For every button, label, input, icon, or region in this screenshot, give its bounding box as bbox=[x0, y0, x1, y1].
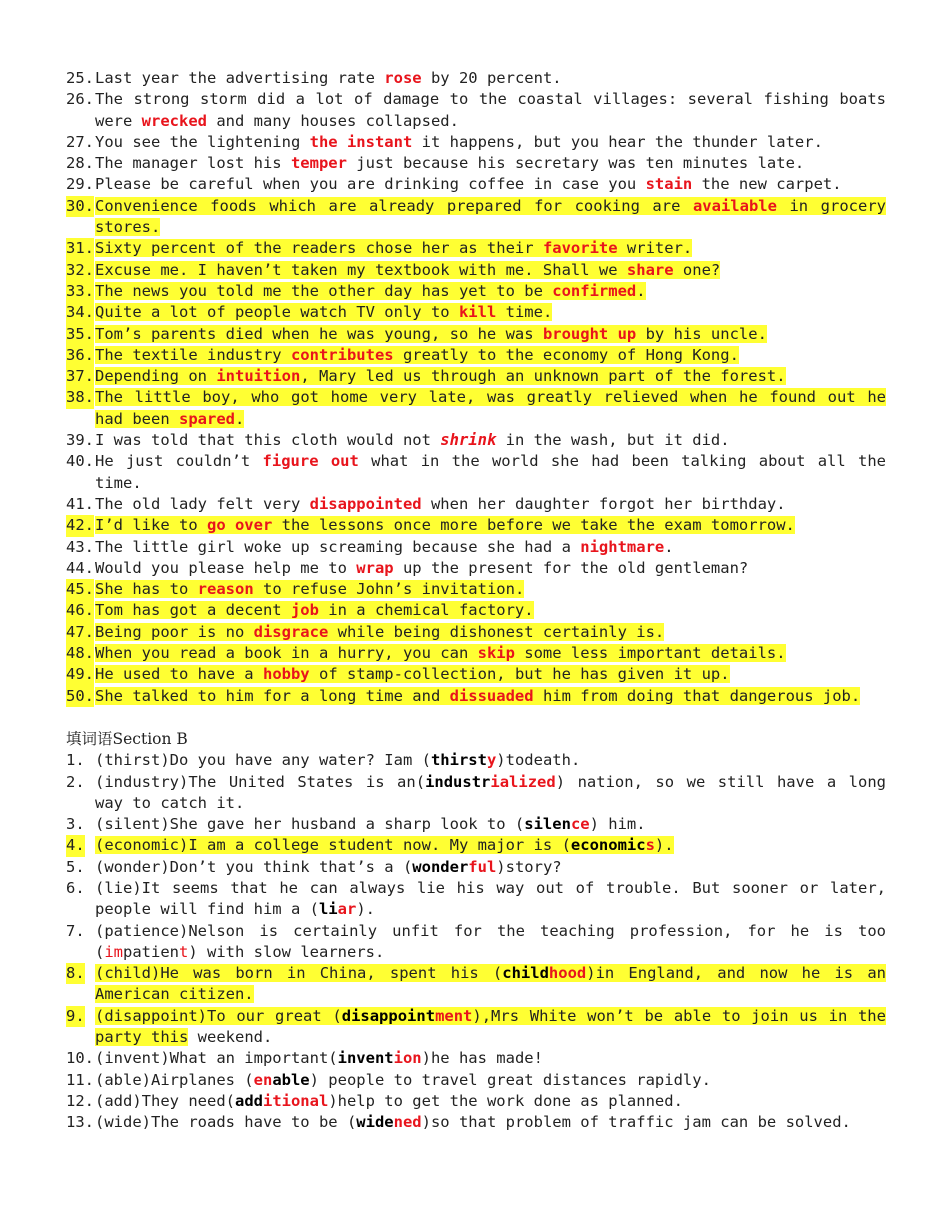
sentence-item bbox=[66, 345, 886, 366]
item-number: 46. bbox=[66, 600, 94, 621]
sentence-fragment: The strong storm did a lot of damage to the coastal villages: several fishing boats were bbox=[95, 90, 886, 130]
sentence-text bbox=[66, 345, 886, 366]
sentence-fragment: Sixty percent of the readers chose her as their bbox=[95, 239, 543, 258]
vocabulary-section-a bbox=[66, 68, 886, 707]
sentence-fragment: The old lady felt very bbox=[95, 494, 310, 513]
item-number: 40. bbox=[66, 452, 94, 471]
sentence-fragment: ) him. bbox=[589, 815, 646, 834]
sentence-fragment: time. bbox=[496, 303, 553, 322]
answer-suffix: ful bbox=[468, 857, 497, 876]
sentence-text bbox=[66, 835, 886, 856]
answer-word: nightmare bbox=[580, 537, 665, 556]
sentence-text bbox=[66, 921, 886, 964]
sentence-fragment: The textile industry bbox=[95, 345, 291, 364]
answer-stem: wide bbox=[356, 1113, 394, 1132]
item-number: 30. bbox=[66, 196, 94, 217]
item-number: 43. bbox=[66, 537, 94, 556]
sentence-text bbox=[66, 132, 886, 153]
answer-stem: child bbox=[502, 964, 549, 983]
answer-word: intuition bbox=[216, 367, 301, 386]
sentence-fragment: Excuse me. I haven’t taken my textbook with me. Shall we bbox=[95, 260, 627, 279]
answer-word: confirmed bbox=[552, 281, 637, 300]
answer-word: the instant bbox=[309, 132, 413, 151]
sentence-fragment: )he has made! bbox=[421, 1049, 543, 1068]
sentence-text bbox=[66, 686, 886, 707]
answer-word: shrink bbox=[440, 431, 497, 450]
sentence-fragment: The little boy, who got home very late, was greatly relieved when he found out he had been bbox=[95, 388, 886, 428]
sentence-fragment: He just couldn’t bbox=[95, 452, 263, 471]
answer-suffix: ion bbox=[393, 1049, 422, 1068]
sentence-fragment: . bbox=[664, 537, 674, 556]
item-number: 49. bbox=[66, 664, 94, 685]
sentence-fragment: Tom has got a decent bbox=[95, 601, 291, 620]
answer-word: contributes bbox=[290, 345, 394, 364]
item-number: 5. bbox=[66, 857, 85, 876]
document-page bbox=[66, 68, 886, 1134]
sentence-fragment: patien bbox=[123, 942, 180, 961]
sentence-item bbox=[66, 174, 886, 195]
sentence-fragment: Convenience foods which are already prepared for cooking are bbox=[95, 196, 693, 215]
sentence-item bbox=[66, 302, 886, 323]
item-number: 35. bbox=[66, 324, 94, 345]
sentence-text bbox=[66, 153, 886, 174]
sentence-fragment: the new carpet. bbox=[692, 175, 842, 194]
sentence-fragment: in a chemical factory. bbox=[318, 601, 534, 620]
answer-stem: wonder bbox=[412, 857, 469, 876]
item-number: 44. bbox=[66, 558, 94, 577]
answer-word: stain bbox=[645, 175, 693, 194]
answer-word: rose bbox=[384, 69, 422, 87]
item-number: 38. bbox=[66, 387, 94, 408]
sentence-text bbox=[66, 878, 886, 921]
answer-suffix: itional bbox=[262, 1091, 329, 1110]
sentence-fragment: ),Mrs White won’t be able to join us in the party this bbox=[95, 1006, 886, 1047]
answer-word: go over bbox=[206, 516, 273, 535]
item-number: 12. bbox=[66, 1091, 94, 1110]
sentence-fragment: the lessons once more before we take the exam tomorrow. bbox=[272, 516, 795, 535]
answer-stem: invent bbox=[337, 1049, 394, 1068]
item-number: 28. bbox=[66, 154, 94, 173]
sentence-fragment: Depending on bbox=[95, 367, 217, 386]
item-number: 41. bbox=[66, 494, 94, 513]
sentence-item bbox=[66, 366, 886, 387]
answer-suffix: s bbox=[645, 836, 655, 855]
answer-suffix: ar bbox=[337, 900, 357, 919]
sentence-item bbox=[66, 643, 886, 664]
sentence-fragment: I’d like to bbox=[95, 516, 207, 535]
item-number: 33. bbox=[66, 281, 94, 302]
sentence-fragment: Tom’s parents died when he was young, so he was bbox=[95, 324, 543, 343]
sentence-fragment: The news you told me the other day has yet to be bbox=[95, 281, 553, 300]
item-number: 27. bbox=[66, 132, 94, 151]
answer-suffix: ment bbox=[435, 1006, 473, 1025]
sentence-fragment: (economic)I am a college student now. My major is ( bbox=[95, 836, 571, 855]
sentence-fragment: (silent)She gave her husband a sharp look to ( bbox=[95, 815, 525, 834]
sentence-fragment: You see the lightening bbox=[95, 132, 310, 151]
sentence-text bbox=[66, 238, 886, 259]
sentence-fragment: while being dishonest certainly is. bbox=[328, 622, 665, 641]
answer-stem: able bbox=[272, 1070, 310, 1089]
sentence-text bbox=[66, 515, 886, 536]
answer-stem: economic bbox=[570, 836, 646, 855]
item-number: 3. bbox=[66, 815, 85, 834]
answer-word: skip bbox=[477, 644, 515, 663]
item-number: 10. bbox=[66, 1049, 94, 1068]
sentence-text bbox=[66, 281, 886, 302]
sentence-text bbox=[66, 600, 886, 621]
answer-suffix: a bbox=[692, 196, 703, 215]
sentence-item bbox=[66, 153, 886, 174]
sentence-item bbox=[66, 494, 886, 515]
item-number: 32. bbox=[66, 260, 94, 281]
item-number: 4. bbox=[66, 835, 85, 856]
answer-stem: silen bbox=[524, 815, 571, 834]
sentence-fragment: )story? bbox=[496, 857, 562, 876]
sentence-item bbox=[66, 921, 886, 964]
item-number: 1. bbox=[66, 751, 85, 770]
sentence-fragment: greatly to the economy of Hong Kong. bbox=[393, 345, 739, 364]
sentence-fragment: She talked to him for a long time and bbox=[95, 686, 450, 705]
sentence-item bbox=[66, 622, 886, 643]
sentence-text bbox=[66, 558, 886, 579]
sentence-fragment: up the present for the old gentleman? bbox=[393, 558, 749, 577]
sentence-fragment: to refuse John’s invitation. bbox=[253, 580, 525, 599]
sentence-fragment: The little girl woke up screaming because she had a bbox=[95, 537, 581, 556]
item-number: 45. bbox=[66, 579, 94, 600]
sentence-text bbox=[66, 1112, 886, 1133]
answer-suffix: hood bbox=[548, 964, 587, 983]
answer-word: temper bbox=[290, 154, 347, 173]
sentence-item bbox=[66, 132, 886, 153]
vocabulary-section-b bbox=[66, 750, 886, 1133]
sentence-text bbox=[66, 196, 886, 239]
sentence-text bbox=[66, 622, 886, 643]
sentence-fragment: )todeath. bbox=[496, 751, 581, 770]
sentence-fragment: , Mary led us through an unknown part of the forest. bbox=[300, 367, 786, 386]
answer-stem: thirst bbox=[430, 751, 487, 770]
item-number: 39. bbox=[66, 431, 94, 450]
sentence-text bbox=[66, 963, 886, 1006]
sentence-item bbox=[66, 814, 886, 835]
section-b-title: 填词语Section B bbox=[66, 729, 188, 748]
sentence-item bbox=[66, 281, 886, 302]
sentence-fragment: ). bbox=[356, 900, 375, 919]
answer-suffix: ce bbox=[570, 815, 590, 834]
sentence-fragment: some less important details. bbox=[514, 644, 786, 663]
answer-stem: li bbox=[318, 900, 338, 919]
item-number: 11. bbox=[66, 1070, 94, 1089]
item-number: 9. bbox=[66, 1006, 85, 1027]
answer-word: wrap bbox=[356, 558, 394, 577]
sentence-text bbox=[66, 387, 886, 430]
answer-affix: t bbox=[179, 942, 189, 961]
sentence-item bbox=[66, 686, 886, 707]
sentence-fragment: Please be careful when you are drinking coffee in case you bbox=[95, 175, 646, 194]
answer-stem: add bbox=[234, 1091, 263, 1110]
sentence-fragment: (child)He was born in China, spent his ( bbox=[95, 964, 503, 983]
answer-suffix: ialized bbox=[490, 772, 556, 791]
answer-word: brought up bbox=[542, 324, 637, 343]
item-number: 6. bbox=[66, 878, 85, 897]
item-number: 26. bbox=[66, 90, 94, 109]
sentence-fragment: Last year the advertising rate bbox=[95, 69, 385, 87]
sentence-fragment: him from doing that dangerous job. bbox=[533, 686, 861, 705]
sentence-fragment: )help to get the work done as planned. bbox=[328, 1091, 683, 1110]
sentence-fragment: in the wash, but it did. bbox=[496, 431, 730, 450]
sentence-item bbox=[66, 196, 886, 239]
sentence-text bbox=[66, 260, 886, 281]
item-number: 13. bbox=[66, 1113, 94, 1132]
sentence-fragment: She has to bbox=[95, 580, 198, 599]
sentence-fragment: what in the world she had been talking about all the time. bbox=[95, 452, 886, 492]
answer-word: spared bbox=[179, 409, 235, 428]
sentence-fragment: (able)Airplanes ( bbox=[95, 1070, 254, 1089]
sentence-item bbox=[66, 430, 886, 451]
item-number: 8. bbox=[66, 963, 85, 984]
sentence-text bbox=[66, 451, 886, 494]
answer-word: favorite bbox=[542, 239, 618, 258]
sentence-text bbox=[66, 366, 886, 387]
sentence-item bbox=[66, 1091, 886, 1112]
sentence-fragment: (invent)What an important( bbox=[95, 1049, 338, 1068]
sentence-fragment: by his uncle. bbox=[636, 324, 767, 343]
sentence-text bbox=[66, 174, 886, 195]
answer-stem: industr bbox=[425, 772, 491, 791]
sentence-fragment: one? bbox=[673, 260, 721, 279]
answer-suffix: en bbox=[253, 1070, 273, 1089]
sentence-text bbox=[66, 1070, 886, 1091]
answer-word: job bbox=[290, 601, 319, 620]
sentence-item bbox=[66, 664, 886, 685]
sentence-text bbox=[66, 302, 886, 323]
answer-suffix: ned bbox=[393, 1113, 422, 1132]
answer-word: reason bbox=[197, 580, 254, 599]
sentence-fragment: by 20 percent. bbox=[421, 69, 562, 87]
sentence-text bbox=[66, 68, 886, 89]
sentence-text bbox=[66, 324, 886, 345]
sentence-text bbox=[66, 1006, 886, 1049]
sentence-fragment: in grocery stores. bbox=[95, 196, 886, 237]
sentence-fragment: when her daughter forgot her birthday. bbox=[421, 494, 786, 513]
answer-word: disgrace bbox=[253, 622, 329, 641]
item-number: 42. bbox=[66, 515, 94, 536]
sentence-item bbox=[66, 600, 886, 621]
sentence-item bbox=[66, 260, 886, 281]
answer-word: vailable bbox=[702, 196, 777, 215]
answer-word: disappointed bbox=[309, 494, 422, 513]
sentence-text bbox=[66, 664, 886, 685]
item-number: 25. bbox=[66, 69, 94, 87]
sentence-fragment: He used to have a bbox=[95, 665, 263, 684]
answer-word: dissuaded bbox=[449, 686, 534, 705]
sentence-fragment: ) people to travel great distances rapidly. bbox=[309, 1070, 711, 1089]
sentence-fragment: (patience)Nelson is certainly unfit for the teaching profession, for he is too ( bbox=[95, 921, 886, 961]
sentence-text bbox=[66, 537, 886, 558]
sentence-text bbox=[66, 814, 886, 835]
sentence-fragment: . bbox=[636, 281, 646, 300]
sentence-item bbox=[66, 1048, 886, 1069]
sentence-item bbox=[66, 963, 886, 1006]
sentence-item bbox=[66, 835, 886, 856]
sentence-item bbox=[66, 537, 886, 558]
sentence-text bbox=[66, 857, 886, 878]
sentence-fragment: ) nation, so we still have a long way to catch it. bbox=[95, 772, 887, 812]
sentence-text bbox=[66, 1091, 886, 1112]
sentence-text bbox=[66, 494, 886, 515]
item-number: 36. bbox=[66, 345, 94, 366]
answer-affix: im bbox=[104, 942, 124, 961]
sentence-fragment: (add)They need( bbox=[95, 1091, 235, 1110]
item-number: 2. bbox=[66, 772, 85, 791]
sentence-fragment: it happens, but you hear the thunder later. bbox=[412, 132, 823, 151]
sentence-item bbox=[66, 1006, 886, 1049]
sentence-fragment: (industry)The United States is an( bbox=[95, 772, 426, 791]
sentence-fragment: (wide)The roads have to be ( bbox=[95, 1113, 357, 1132]
item-number: 37. bbox=[66, 366, 94, 387]
sentence-text bbox=[66, 430, 886, 451]
sentence-fragment: The manager lost his bbox=[95, 154, 291, 173]
sentence-fragment: )in England, and now he is an American citizen. bbox=[95, 964, 886, 1004]
item-number: 34. bbox=[66, 302, 94, 323]
item-number: 48. bbox=[66, 643, 94, 664]
sentence-item bbox=[66, 515, 886, 536]
sentence-text bbox=[66, 1048, 886, 1069]
item-number: 29. bbox=[66, 175, 94, 194]
sentence-item bbox=[66, 68, 886, 89]
answer-word: hobby bbox=[262, 665, 310, 684]
sentence-fragment: (thirst)Do you have any water? Iam ( bbox=[95, 751, 431, 770]
sentence-fragment: . bbox=[235, 409, 245, 428]
sentence-fragment: writer. bbox=[617, 239, 693, 258]
sentence-item bbox=[66, 89, 886, 132]
sentence-fragment: (wonder)Don’t you think that’s a ( bbox=[95, 857, 413, 876]
sentence-fragment: ) with slow learners. bbox=[188, 942, 385, 961]
answer-suffix: y bbox=[486, 751, 497, 770]
sentence-item bbox=[66, 579, 886, 600]
sentence-item bbox=[66, 772, 886, 815]
sentence-item bbox=[66, 558, 886, 579]
answer-word: wrecked bbox=[141, 111, 207, 130]
sentence-item bbox=[66, 1112, 886, 1133]
answer-word: kill bbox=[458, 303, 497, 322]
sentence-fragment: and many houses collapsed. bbox=[207, 111, 459, 130]
sentence-item bbox=[66, 878, 886, 921]
item-number: 31. bbox=[66, 238, 94, 259]
sentence-item bbox=[66, 238, 886, 259]
answer-word: share bbox=[626, 260, 674, 279]
sentence-fragment: When you read a book in a hurry, you can bbox=[95, 644, 478, 663]
sentence-fragment: Quite a lot of people watch TV only to bbox=[95, 303, 459, 322]
sentence-fragment: (disappoint)To our great ( bbox=[95, 1006, 342, 1025]
sentence-item bbox=[66, 387, 886, 430]
item-number: 47. bbox=[66, 622, 94, 643]
sentence-item bbox=[66, 324, 886, 345]
item-number: 7. bbox=[66, 921, 85, 940]
sentence-fragment: Would you please help me to bbox=[95, 558, 357, 577]
answer-stem: disappoint bbox=[341, 1006, 436, 1025]
sentence-text bbox=[66, 643, 886, 664]
sentence-item bbox=[66, 857, 886, 878]
sentence-text bbox=[66, 750, 886, 771]
sentence-item bbox=[66, 1070, 886, 1091]
sentence-fragment: weekend. bbox=[188, 1028, 273, 1047]
sentence-fragment: I was told that this cloth would not bbox=[95, 431, 441, 450]
sentence-fragment: (lie)It seems that he can always lie his way out of trouble. But sooner or later, people will find him a ( bbox=[95, 878, 886, 919]
answer-word: figure out bbox=[262, 452, 359, 471]
sentence-fragment: ). bbox=[654, 836, 674, 855]
sentence-item bbox=[66, 451, 886, 494]
sentence-text bbox=[66, 772, 886, 815]
sentence-fragment: )so that problem of traffic jam can be solved. bbox=[421, 1113, 851, 1132]
sentence-fragment: of stamp-collection, but he has given it up. bbox=[309, 665, 730, 684]
item-number: 50. bbox=[66, 686, 94, 707]
sentence-text bbox=[66, 89, 886, 132]
sentence-fragment: Being poor is no bbox=[95, 622, 254, 641]
sentence-item bbox=[66, 750, 886, 771]
sentence-fragment: just because his secretary was ten minutes late. bbox=[346, 154, 805, 173]
sentence-text bbox=[66, 579, 886, 600]
